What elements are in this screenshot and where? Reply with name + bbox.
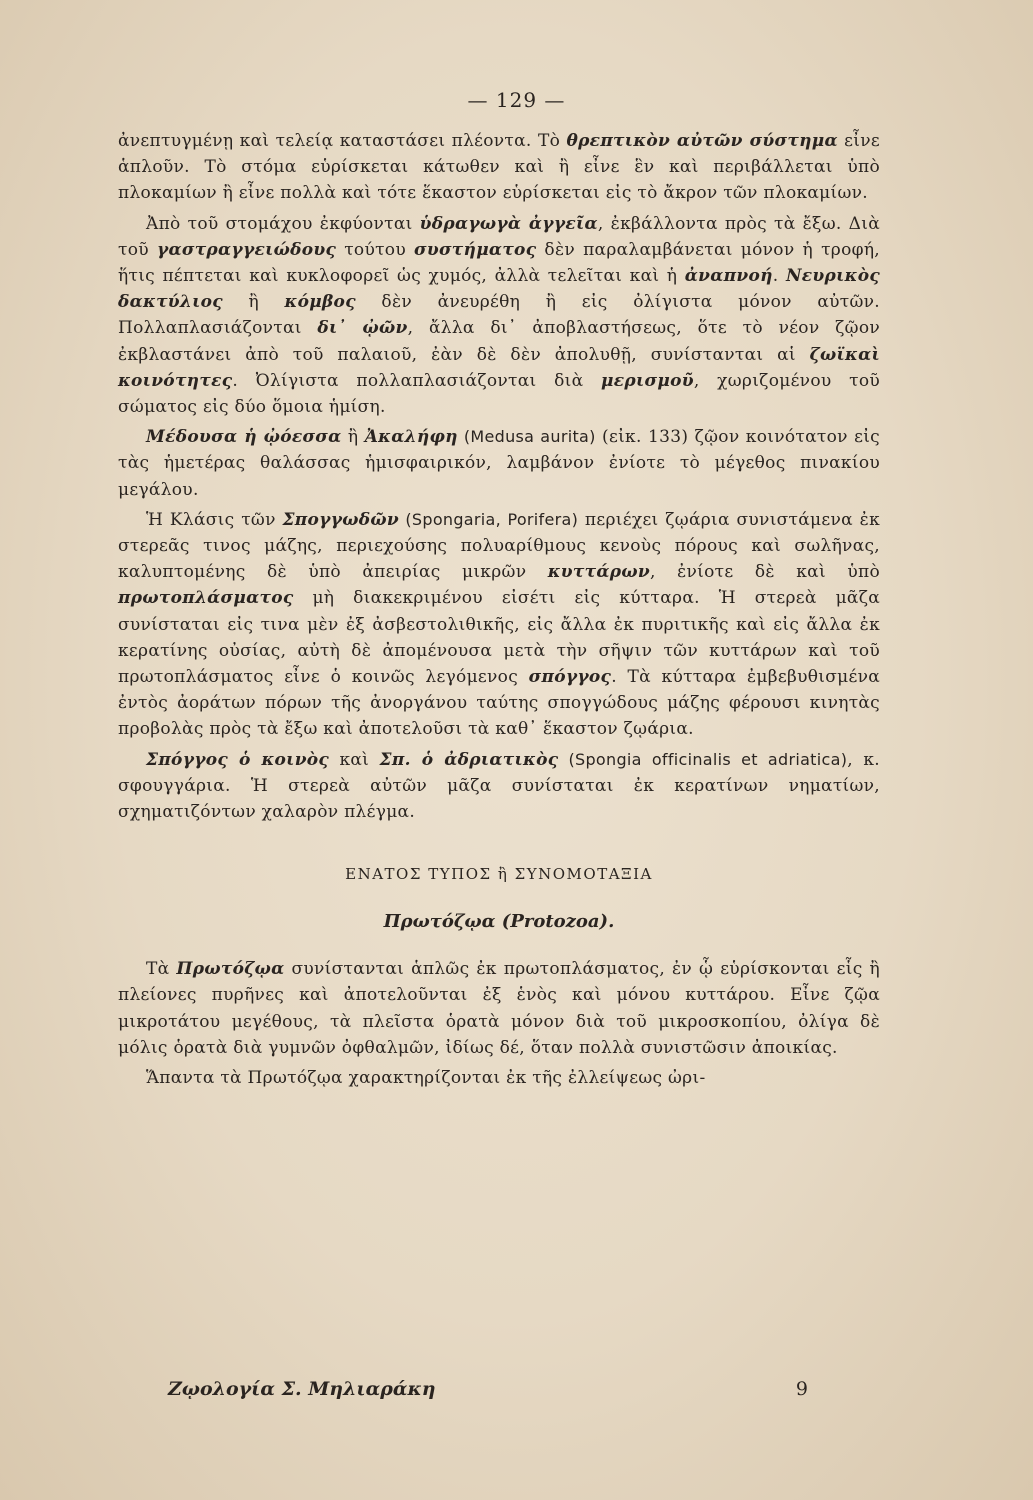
text: (εἰκ. 133) ζῷον κοινότατον εἰς τὰς ἡμετέρας θαλάσσας ἡμισφαιρικόν, λαμβάνον ἐνίοτε τὸ μέγεθος πινακίου μεγάλου. bbox=[118, 427, 880, 500]
text: . Ὀλίγιστα πολλαπλασιάζονται διὰ bbox=[232, 370, 601, 391]
text: ἢ bbox=[222, 292, 285, 313]
page-footer bbox=[168, 1378, 808, 1400]
footer-book-title: Ζῳολογία Σ. Μηλιαράκη bbox=[168, 1378, 436, 1400]
term: ὑδραγωγὰ ἀγγεῖα bbox=[419, 213, 598, 234]
term: ἀναπνοή bbox=[684, 266, 773, 287]
text: καὶ bbox=[329, 749, 380, 770]
paragraph-feeding-system bbox=[118, 128, 880, 207]
text: περιέχει ζῳάρια συνιστάμενα ἐκ στερεᾶς τινος μάζης, περιεχούσης πολυαρίθμους κενοὺς πόρους καὶ σωλῆνας, καλυπτομένης δὲ ὑπὸ ἀπειρίας μικρῶν bbox=[118, 509, 881, 583]
term: θρεπτικὸν αὐτῶν σύστημα bbox=[566, 131, 838, 151]
subheading-latin: (Protozoa). bbox=[495, 911, 615, 933]
text: συνίστανται ἁπλῶς ἐκ πρωτοπλάσματος, ἐν ᾧ εὑρίσκονται εἷς ἢ πλείονες πυρῆνες καὶ ἀποτελοῦνται ἐξ ἑνὸς καὶ μόνου κυττάρου. Εἶνε ζῷα μικροτάτου μεγέθους, τὰ πλεῖστα ὁρατὰ μόνον διὰ τοῦ μικροσκοπίου, ὀλίγα δὲ μόλις ὁρατὰ διὰ γυμνῶν ὀφθαλμῶν, ἰδίως δέ, ὅταν πολλὰ συνιστῶσιν ἀποικίας. bbox=[118, 959, 881, 1058]
footer-signature-mark: 9 bbox=[795, 1378, 808, 1400]
latin-name: (Spongia officinalis et adriatica) bbox=[558, 749, 848, 769]
text: . Τὰ κύτταρα ἐμβεβυθισμένα ἐντὸς ἀοράτων πόρων τῆς ἀνοργάνου ταύτης σπογγώδους μάζης φέρουσι κινητὰς προβολὰς πρὸς τὰ ἔξω καὶ ἀποτελοῦσι τὰ καθ᾿ ἕκαστον ζῳάρια. bbox=[118, 667, 880, 740]
text: , ἄλλα δι᾿ ἀποβλαστήσεως, ὅτε τὸ νέον ζῷον ἐκβλαστάνει ἀπὸ τοῦ παλαιοῦ, ἐὰν δὲ δὲν ἀπολυθῇ, συνίστανται αἱ bbox=[118, 318, 881, 365]
text: Τὰ bbox=[146, 959, 177, 980]
latin-name: (Medusa aurita) bbox=[457, 427, 596, 447]
term: ζωϊκαὶ κοινότητες bbox=[118, 344, 880, 391]
text: Ἡ Κλάσις τῶν bbox=[146, 509, 283, 530]
paragraph-medusa bbox=[118, 424, 880, 503]
term: δι᾿ ᾠῶν bbox=[317, 318, 408, 339]
term: κυττάρων bbox=[547, 562, 650, 583]
term: Μέδουσα ἡ ᾠόεσσα bbox=[146, 427, 342, 448]
text: , ἐνίοτε δὲ καὶ ὑπὸ bbox=[649, 562, 880, 583]
term: Σπογγωδῶν bbox=[282, 509, 399, 530]
page-number: — 129 — bbox=[467, 88, 566, 112]
text: ἀνεπτυγμένῃ καὶ τελείᾳ καταστάσει πλέοντα. Τὸ bbox=[118, 131, 567, 151]
chapter-heading: ΕΝΑΤΟΣ ΤΥΠΟΣ ἢ ΣΥΝΟΜΟΤΑΞΙΑ bbox=[345, 865, 653, 884]
text: ἢ bbox=[341, 427, 365, 448]
text: , ἐκβάλλοντα πρὸς τὰ ἔξω. Διὰ τοῦ bbox=[118, 213, 880, 260]
text: τούτου bbox=[336, 239, 415, 260]
term: Σπόγγος ὁ κοινὸς bbox=[146, 749, 330, 770]
term: σπόγγος bbox=[528, 667, 612, 688]
term: Νευρικὸς δακτύλιος bbox=[118, 266, 880, 313]
subheading-greek: Πρωτόζῳα bbox=[383, 911, 496, 933]
term: Σπ. ὁ ἀδριατικὸς bbox=[379, 749, 559, 770]
text: Ἅπαντα τὰ Πρωτόζῳα χαρακτηρίζονται ἐκ τῆς ἐλλείψεως ὠρι- bbox=[146, 1068, 706, 1089]
term: κόμβος bbox=[284, 292, 356, 313]
page-body bbox=[118, 128, 880, 1091]
term: πρωτοπλάσματος bbox=[118, 588, 294, 609]
latin-name: (Spongaria, Porifera) bbox=[398, 509, 579, 529]
term: συστήματος bbox=[414, 239, 537, 260]
term: γαστραγγειώδους bbox=[156, 239, 337, 260]
term: Ἀκαλήφη bbox=[364, 427, 458, 448]
text: , χωριζομένου τοῦ σώματος εἰς δύο ὅμοια ἡμίση. bbox=[118, 370, 880, 418]
text: , κ. σφουγγάρια. Ἡ στερεὰ αὐτῶν μᾶζα συνίσταται ἐκ κερατίνων νηματίων, σχηματιζόντων χαλαρὸν πλέγμα. bbox=[118, 749, 880, 823]
paragraph-common-sponge bbox=[118, 747, 880, 826]
section-subheading bbox=[118, 911, 880, 932]
text: δὲν παραλαμβάνεται μόνον ἡ τροφή, ἥτις πέπτεται καὶ κυκλοφορεῖ ὡς χυμός, ἀλλὰ τελεῖται καὶ ἡ bbox=[118, 239, 881, 287]
paragraph-gastrovascular bbox=[118, 211, 880, 421]
text: εἶνε ἁπλοῦν. Τὸ στόμα εὑρίσκεται κάτωθεν καὶ ἢ εἶνε ἓν καὶ περιβάλλεται ὑπὸ πλοκαμίων ἢ εἶνε πολλὰ καὶ τότε ἕκαστον εὑρίσκεται εἰς τὸ ἄκρον τῶν πλοκαμίων. bbox=[118, 131, 880, 204]
term: Πρωτόζῳα bbox=[176, 959, 285, 980]
text: . bbox=[772, 266, 786, 287]
paragraph-protozoa bbox=[118, 956, 880, 1061]
text: Ἀπὸ τοῦ στομάχου ἐκφύονται bbox=[146, 213, 420, 234]
paragraph-sponges bbox=[118, 507, 880, 743]
paragraph-protozoa-characteristics bbox=[118, 1065, 880, 1091]
text: δὲν ἀνευρέθη ἢ εἰς ὀλίγιστα μόνον αὐτῶν. Πολλαπλασιάζονται bbox=[118, 292, 880, 339]
term: μερισμοῦ bbox=[601, 370, 694, 391]
text: μὴ διακεκριμένου εἰσέτι εἰς κύτταρα. Ἡ στερεὰ μᾶζα συνίσταται εἰς τινα μὲν ἐξ ἀσβεστολιθικῆς, εἰς ἄλλα ἐκ πυριτικῆς καὶ εἰς ἄλλα ἐκ κερατίνης οὐσίας, αὐτὴ δὲ ἀπομένουσα μετὰ τὴν σῆψιν τῶν κυττάρων καὶ τοῦ πρωτοπλάσματος εἶνε ὁ κοινῶς λεγόμενος bbox=[118, 588, 880, 688]
